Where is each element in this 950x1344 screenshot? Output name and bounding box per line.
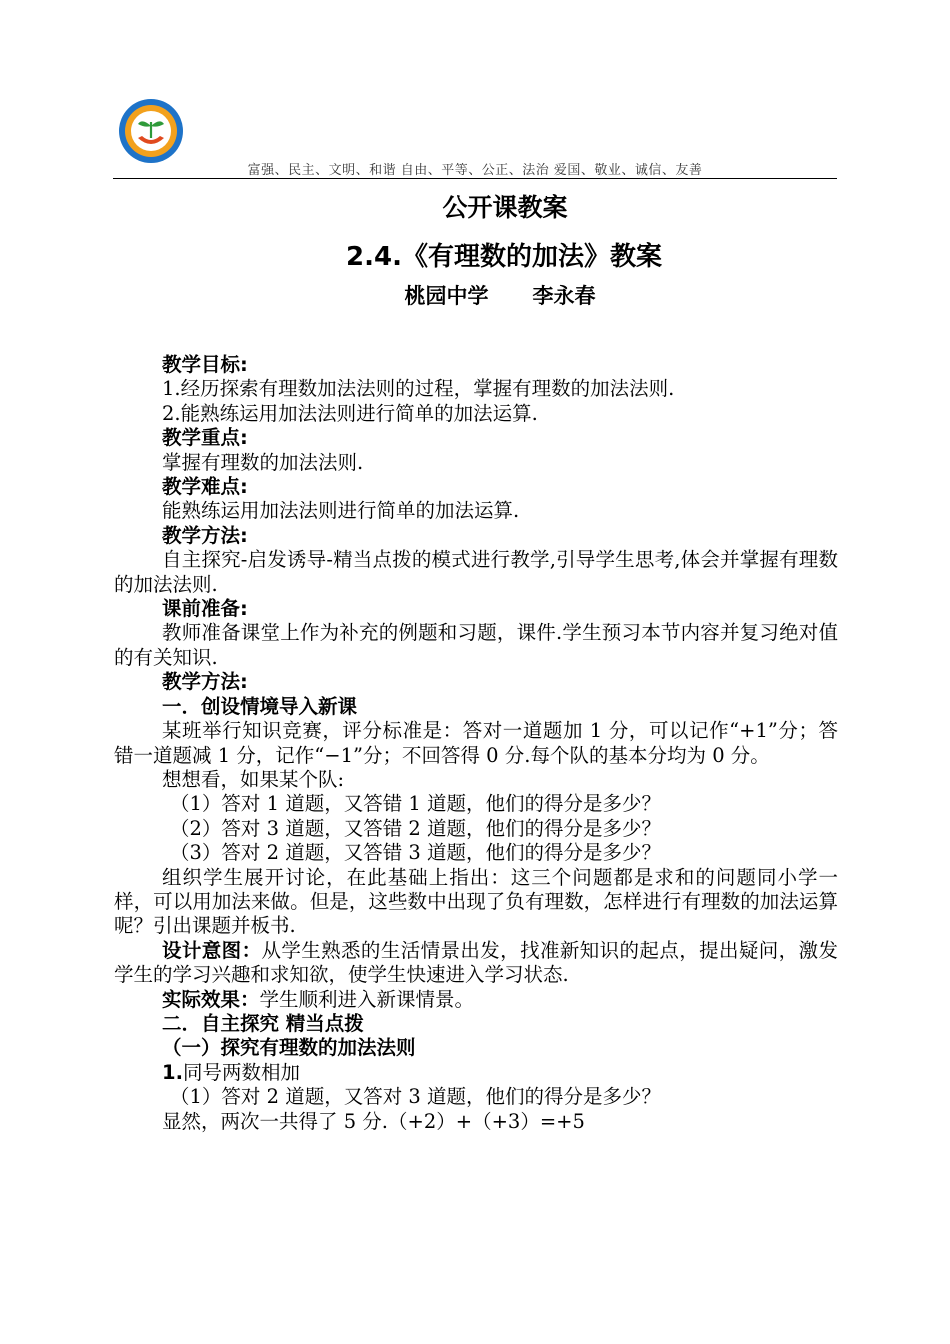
- discussion-paragraph: 组织学生展开讨论，在此基础上指出：这三个问题都是求和的问题同小学一样，可以用加法来做。但是，这些数中出现了负有理数，怎样进行有理数的加法运算呢？引出课题并板书.: [114, 865, 838, 938]
- design-text: 从学生熟悉的生活情景出发，找准新知识的起点，提出疑问，激发学生的学习兴趣和求知欲，使学生快速进入学习状态.: [114, 938, 838, 987]
- item-1-question: （1）答对 2 道题，又答对 3 道题，他们的得分是多少？: [170, 1085, 662, 1109]
- section-2-heading: 二．自主探究 精当点拨: [162, 1011, 364, 1035]
- item-1-text: 同号两数相加: [182, 1060, 300, 1084]
- difficulty-heading: 教学难点:: [162, 475, 248, 499]
- question-1: （1）答对 1 道题，又答错 1 道题，他们的得分是多少？: [170, 792, 662, 816]
- method2-heading: 教学方法:: [162, 670, 248, 694]
- section-1-prompt: 想想看，如果某个队:: [162, 767, 345, 791]
- item-1-number: 1.: [162, 1060, 183, 1084]
- item-1-answer: 显然，两次一共得了 5 分.（+2）+（+3）=+5: [162, 1109, 585, 1133]
- design-intent: [114, 939, 838, 988]
- goal-2: 2.能熟练运用加法法则进行简单的加法运算.: [162, 401, 538, 425]
- key-text: 掌握有理数的加法法则.: [162, 450, 364, 474]
- school-name: 桃园中学: [404, 284, 489, 308]
- section-1-heading: 一．创设情境导入新课: [162, 694, 358, 718]
- effect-label: 实际效果：: [162, 987, 260, 1011]
- method-heading: 教学方法:: [162, 523, 248, 547]
- design-label: 设计意图：: [162, 938, 262, 962]
- lesson-title: 2.4.《有理数的加法》教案: [346, 242, 662, 272]
- subsection-1-heading: （一）探究有理数的加法法则: [162, 1036, 416, 1060]
- teacher-name: 李永春: [532, 284, 596, 308]
- section-1-paragraph: 某班举行知识竞赛，评分标准是：答对一道题加 1 分，可以记作“+1”分；答错一道题减 1 分，记作“−1”分；不回答得 0 分.每个队的基本分均为 0 分。: [114, 719, 838, 767]
- goals-heading: 教学目标:: [162, 353, 248, 376]
- prep-text: 教师准备课堂上作为补充的例题和习题，课件.学生预习本节内容并复习绝对值的有关知识.: [114, 621, 838, 669]
- header-rule: [113, 178, 837, 179]
- question-2: （2）答对 3 道题，又答错 2 道题，他们的得分是多少？: [170, 816, 662, 840]
- question-3: （3）答对 2 道题，又答错 3 道题，他们的得分是多少？: [170, 841, 662, 865]
- goal-1: 1.经历探索有理数加法法则的过程，掌握有理数的加法法则.: [162, 377, 675, 401]
- prep-heading: 课前准备:: [162, 597, 248, 621]
- method-text: 自主探究-启发诱导-精当点拨的模式进行教学,引导学生思考,体会并掌握有理数的加法法则.: [114, 548, 838, 596]
- header-motto: 富强、民主、文明、和谐 自由、平等、公正、法治 爱国、敬业、诚信、友善: [247, 163, 703, 178]
- lesson-body: [114, 353, 838, 1134]
- author-line: [0, 280, 950, 310]
- page-title: 公开课教案: [442, 193, 568, 222]
- effect-text: 学生顺利进入新课情景。: [259, 987, 475, 1011]
- item-1: [114, 1061, 838, 1085]
- difficulty-text: 能熟练运用加法法则进行简单的加法运算.: [162, 499, 520, 523]
- actual-effect: [114, 988, 838, 1012]
- key-heading: 教学重点:: [162, 426, 248, 450]
- school-emblem-icon: [118, 98, 184, 164]
